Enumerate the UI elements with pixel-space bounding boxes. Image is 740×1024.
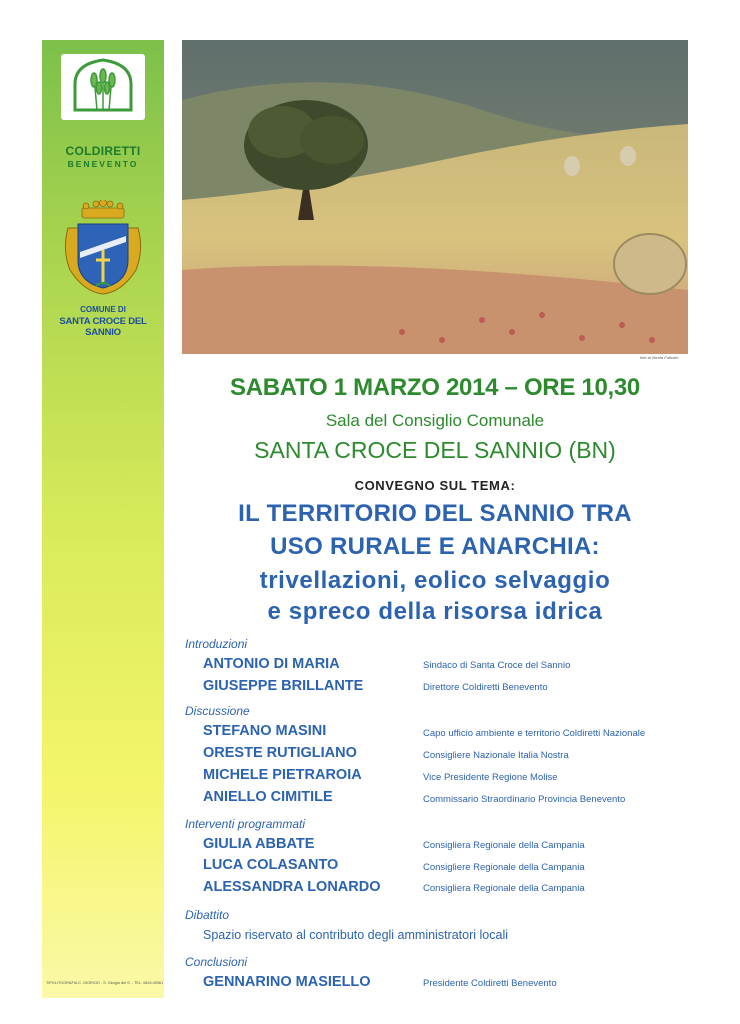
printer-note: TIPOLITOGRAFIA C. GIORGIO - S. Giorgio del S. - TEL. 0824.49361 [46, 981, 164, 985]
dibattito-note: Spazio riservato al contributo degli amministratori locali [203, 928, 508, 942]
speaker-role: Consigliere Regionale della Campania [423, 862, 585, 873]
speaker-name: LUCA COLASANTO [203, 857, 339, 873]
speaker-role: Consigliere Nazionale Italia Nostra [423, 750, 569, 761]
sidebar-band [42, 40, 164, 998]
event-venue: Sala del Consiglio Comunale [325, 411, 545, 430]
speaker-role: Consigliera Regionale della Campania [423, 840, 585, 851]
theme-line-3: trivellazioni, eolico selvaggio [259, 567, 611, 594]
speaker-role: Sindaco di Santa Croce del Sannio [423, 660, 571, 671]
speaker-role: Presidente Coldiretti Benevento [423, 978, 557, 989]
section-dibattito: Dibattito [185, 908, 230, 922]
coldiretti-logo [61, 54, 145, 120]
photo-credit: foto di Nicola Fabrizio [640, 355, 679, 360]
theme-line-2: USO RURALE E ANARCHIA: [270, 533, 600, 560]
speaker-name: MICHELE PIETRAROIA [203, 767, 362, 783]
speaker-role: Vice Presidente Regione Molise [423, 772, 558, 783]
speaker-role: Direttore Coldiretti Benevento [423, 682, 548, 693]
speaker-name: STEFANO MASINI [203, 723, 327, 739]
speaker-role: Capo ufficio ambiente e territorio Coldiretti Nazionale [423, 728, 646, 739]
speaker-name: ALESSANDRA LONARDO [203, 879, 381, 895]
brand-subtitle: BENEVENTO [67, 159, 139, 169]
speaker-name: ANIELLO CIMITILE [203, 789, 333, 805]
theme-line-4: e spreco della risorsa idrica [267, 598, 603, 625]
convegno-label: CONVEGNO SUL TEMA: [354, 478, 516, 493]
comune-name: SANTA CROCE DEL SANNIO [59, 316, 147, 338]
comune-label: COMUNE DI [80, 305, 126, 314]
speaker-name: GIULIA ABBATE [203, 836, 315, 852]
section-interventi: Interventi programmati [185, 817, 306, 831]
municipal-crest-icon [56, 200, 150, 296]
speaker-role: Consigliera Regionale della Campania [423, 883, 585, 894]
theme-line-1: IL TERRITORIO DEL SANNIO TRA [238, 500, 632, 527]
section-introduzioni: Introduzioni [185, 637, 248, 651]
event-date: SABATO 1 MARZO 2014 – ORE 10,30 [230, 374, 640, 401]
speaker-role: Commissario Straordinario Provincia Benevento [423, 794, 626, 805]
speaker-name: ANTONIO DI MARIA [203, 656, 340, 672]
speaker-name: ORESTE RUTIGLIANO [203, 745, 357, 761]
brand-name: COLDIRETTI [65, 144, 141, 158]
section-conclusioni: Conclusioni [185, 955, 248, 969]
speaker-name: GIUSEPPE BRILLANTE [203, 678, 364, 694]
event-place: SANTA CROCE DEL SANNIO (BN) [254, 437, 616, 463]
landscape-photo [182, 40, 688, 354]
speaker-name: GENNARINO MASIELLO [203, 974, 371, 990]
wheat-icon [61, 54, 145, 120]
section-discussione: Discussione [185, 704, 250, 718]
